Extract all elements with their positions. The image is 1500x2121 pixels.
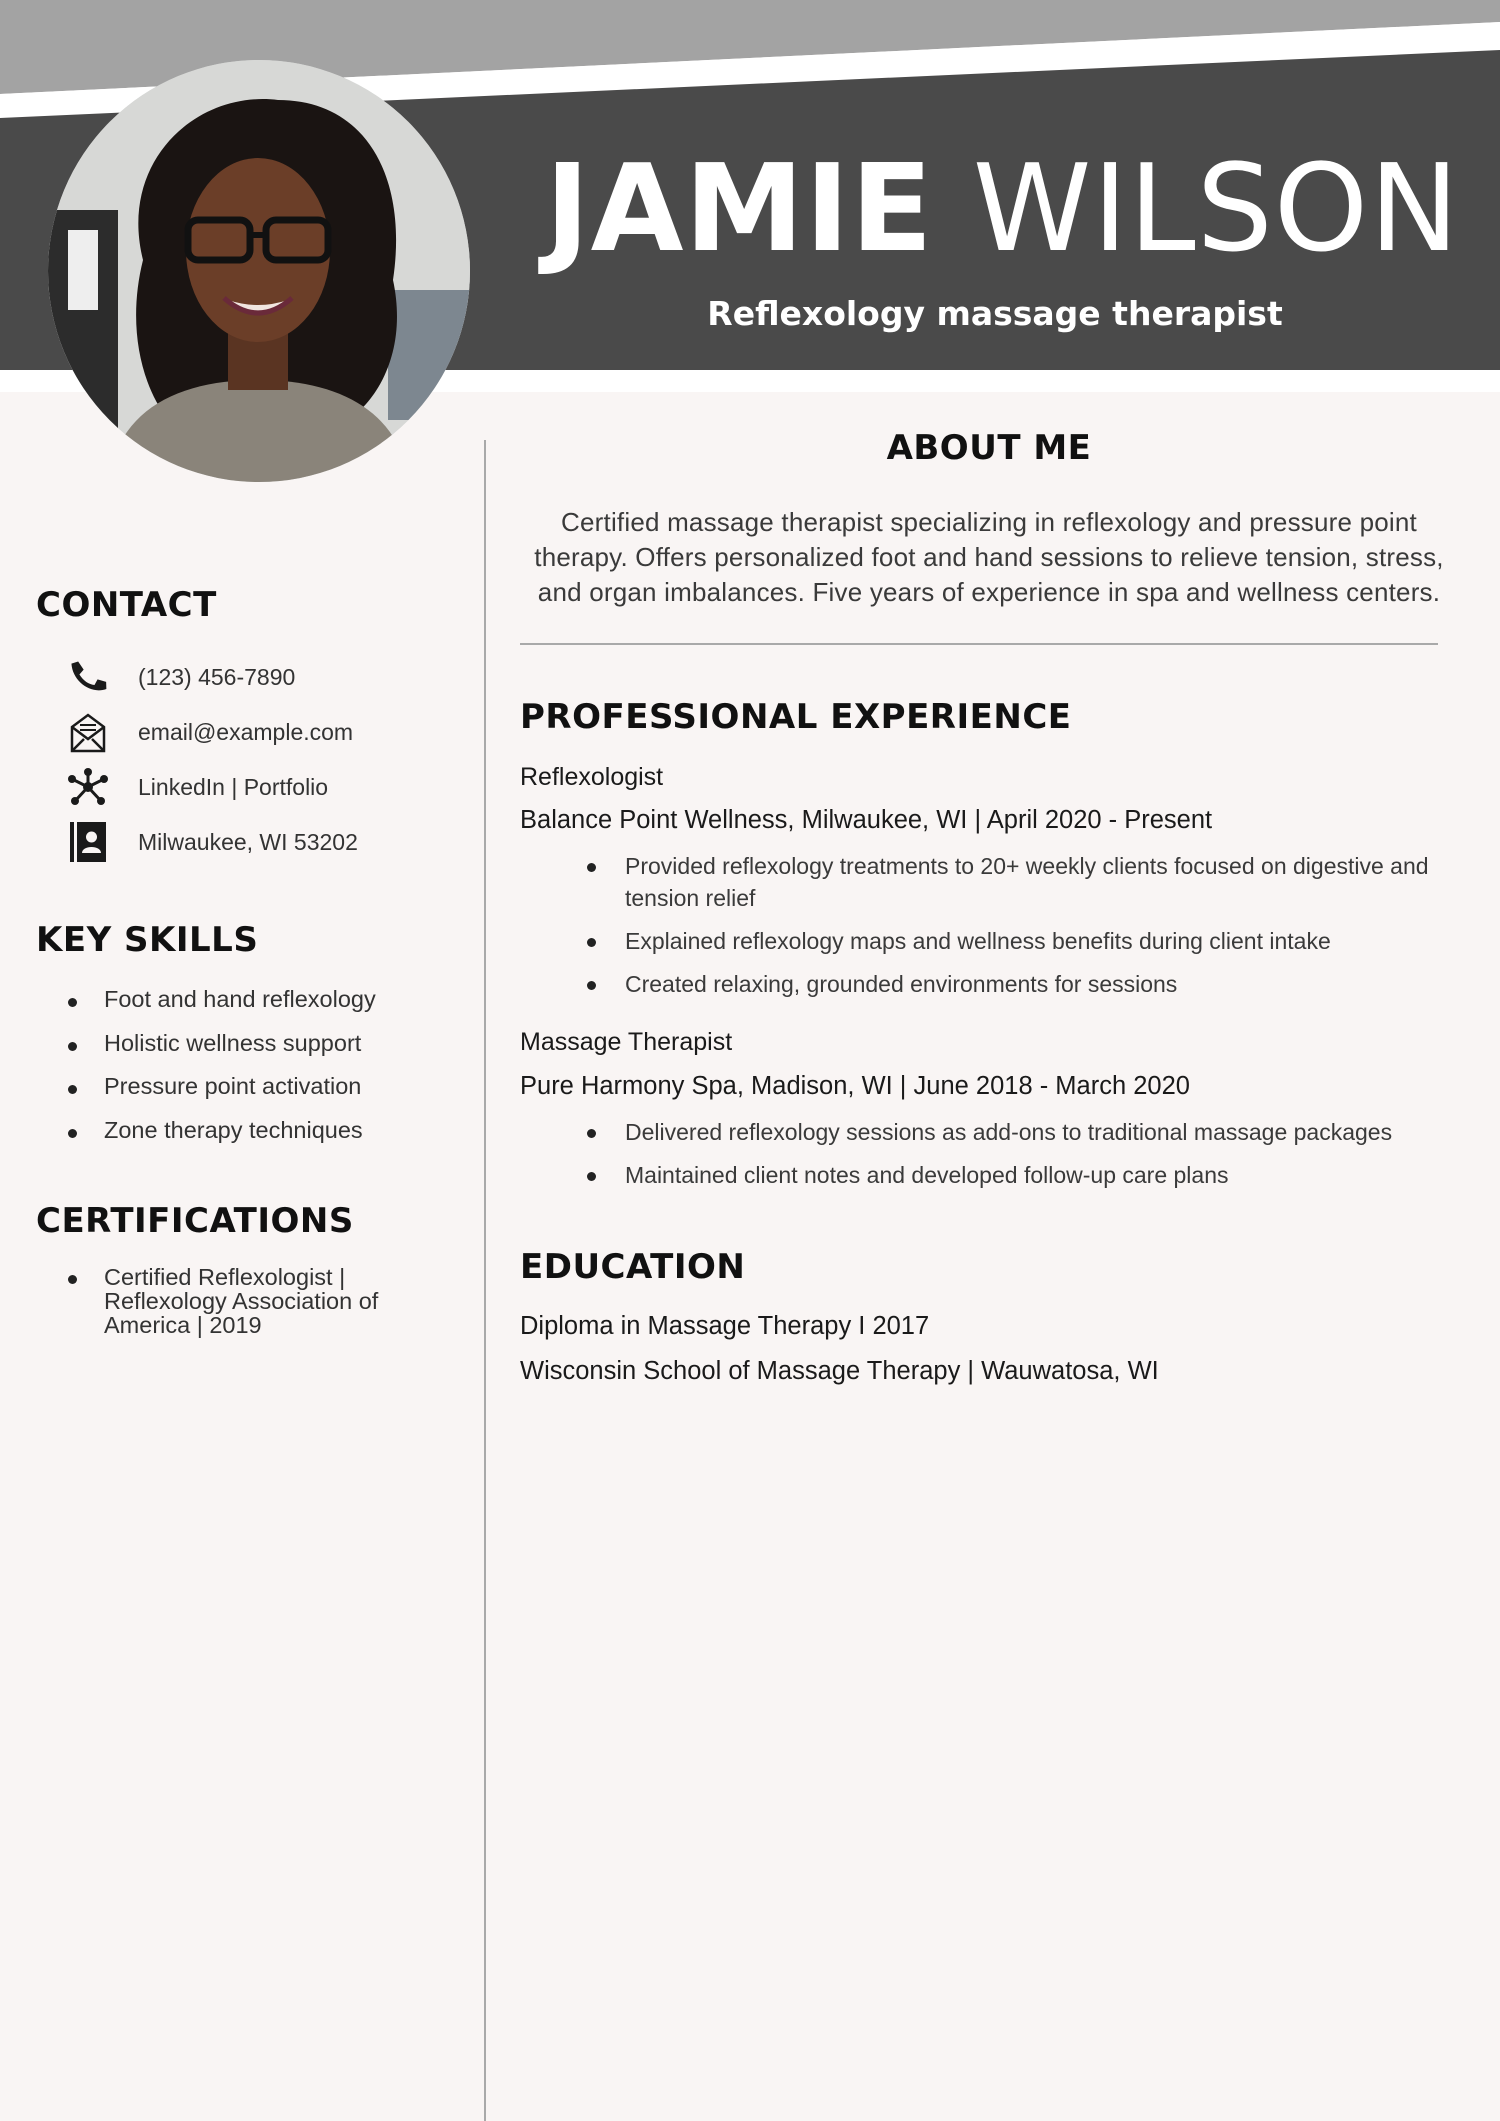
contact-links xyxy=(64,765,329,809)
column-divider xyxy=(484,440,486,2121)
list-item: Certified Reflexologist | Reflexology Association of America | 2019 xyxy=(66,1265,406,1337)
list-item: Provided reflexology treatments to 20+ weekly clients focused on digestive and tension relief xyxy=(520,850,1460,914)
section-divider xyxy=(520,643,1438,645)
phone-icon xyxy=(64,655,112,699)
contact-address xyxy=(64,820,358,864)
job-title: Reflexology massage therapist xyxy=(707,294,1283,333)
address-text: Milwaukee, WI 53202 xyxy=(138,828,358,855)
job-employer-line: Pure Harmony Spa, Madison, WI | June 2018 - March 2020 xyxy=(520,1072,1190,1100)
job-bullets xyxy=(520,1116,1460,1202)
last-name: WILSON xyxy=(972,140,1461,279)
network-icon xyxy=(64,765,112,809)
list-item: Zone therapy techniques xyxy=(66,1117,376,1161)
contact-heading: CONTACT xyxy=(36,585,217,625)
experience-heading: PROFESSIONAL EXPERIENCE xyxy=(520,697,1072,737)
job-employer-line: Balance Point Wellness, Milwaukee, WI | April 2020 - Present xyxy=(520,806,1213,834)
about-heading: ABOUT ME xyxy=(886,428,1092,468)
phone-text: (123) 456-7890 xyxy=(138,663,296,690)
list-item: Pressure point activation xyxy=(66,1073,376,1117)
list-item: Holistic wellness support xyxy=(66,1030,376,1074)
envelope-icon xyxy=(64,710,112,754)
profile-photo xyxy=(48,60,470,482)
education-degree: Diploma in Massage Therapy I 2017 xyxy=(520,1312,930,1340)
first-name: JAMIE xyxy=(545,140,934,279)
skills-list xyxy=(66,986,376,1160)
education-heading: EDUCATION xyxy=(520,1247,746,1287)
address-book-icon xyxy=(64,820,112,864)
list-item: Foot and hand reflexology xyxy=(66,986,376,1030)
job-role: Reflexologist xyxy=(520,763,664,791)
job-role: Massage Therapist xyxy=(520,1028,733,1056)
list-item: Delivered reflexology sessions as add-ons to traditional massage packages xyxy=(520,1116,1460,1148)
list-item: Maintained client notes and developed follow-up care plans xyxy=(520,1159,1460,1191)
contact-email xyxy=(64,710,354,754)
skills-heading: KEY SKILLS xyxy=(36,920,259,960)
email-text: email@example.com xyxy=(138,718,354,745)
links-text: LinkedIn | Portfolio xyxy=(138,773,329,800)
candidate-name xyxy=(545,140,1461,280)
certifications-heading: CERTIFICATIONS xyxy=(36,1201,354,1241)
list-item: Explained reflexology maps and wellness benefits during client intake xyxy=(520,925,1460,957)
job-bullets xyxy=(520,850,1460,1011)
education-school: Wisconsin School of Massage Therapy | Wauwatosa, WI xyxy=(520,1357,1159,1385)
list-item: Created relaxing, grounded environments for sessions xyxy=(520,968,1460,1000)
certifications-list xyxy=(66,1265,406,1337)
about-text: Certified massage therapist specializing in reflexology and pressure point therapy. Offers personalized foot and hand sessions to relieve tension, stress, and organ imbalances. Five years of experience in spa and wellness centers. xyxy=(534,507,1444,607)
contact-phone xyxy=(64,655,296,699)
